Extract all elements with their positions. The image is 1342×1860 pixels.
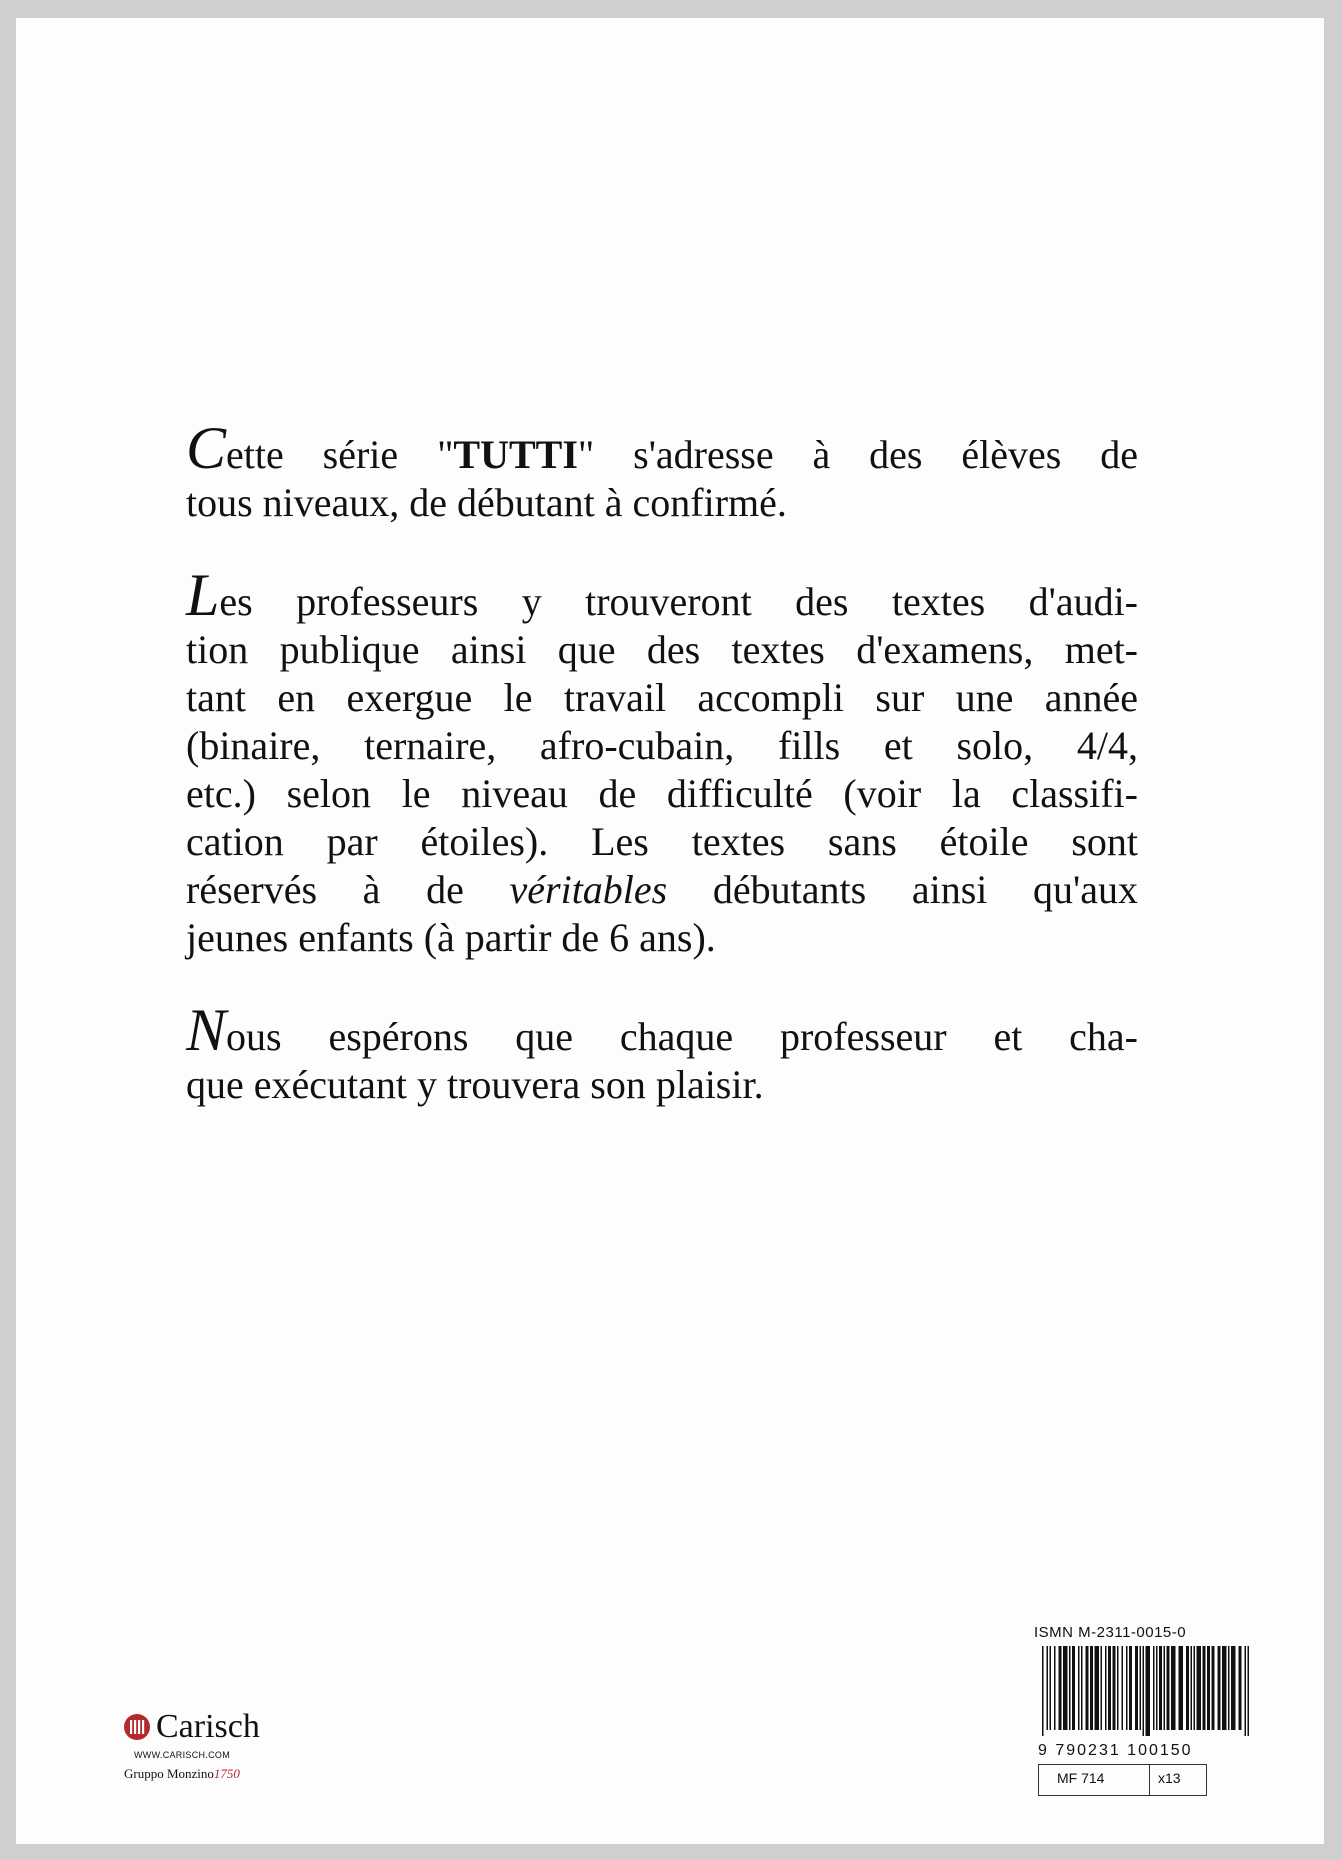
drop-cap: N (186, 997, 227, 1063)
text-segment: réservés à de (186, 867, 510, 912)
group-prefix: Gruppo Monzino (124, 1766, 214, 1781)
text-line: tion publique ainsi que des textes d'examens, met- (186, 627, 1138, 672)
drop-cap: C (186, 415, 227, 481)
series-name: TUTTI (453, 432, 578, 477)
logo-row (122, 1708, 302, 1746)
text-line: (binaire, ternaire, afro-cubain, fills et solo, 4/4, (186, 723, 1138, 768)
text-line: cation par étoiles). Les textes sans étoile sont (186, 819, 1138, 864)
drop-cap: L (186, 562, 220, 628)
text-line: que exécutant y trouvera son plaisir. (186, 1062, 764, 1107)
text-line: etc.) selon le niveau de difficulté (voir la classifi- (186, 771, 1138, 816)
publisher-logo (122, 1708, 302, 1782)
back-cover-page (16, 18, 1324, 1844)
text-line (186, 866, 1138, 914)
text-segment: " s'adresse à des élèves de (577, 432, 1138, 477)
text-line: jeunes enfants (à partir de 6 ans). (186, 915, 716, 960)
catalog-ref-box (1038, 1764, 1207, 1796)
text-segment: ette série " (226, 432, 454, 477)
paragraph-3 (186, 997, 1138, 1109)
paragraph-1 (186, 415, 1138, 527)
publisher-name: Carisch (156, 1708, 260, 1745)
publisher-url: WWW.CARISCH.COM (134, 1750, 230, 1760)
barcode-digits: 9 790231 100150 (1038, 1742, 1193, 1759)
ismn-label: ISMN M-2311-0015-0 (1034, 1624, 1187, 1641)
barcode-icon (1040, 1646, 1252, 1736)
paragraph-2 (186, 562, 1138, 962)
description-text (186, 415, 1138, 1157)
text-line (186, 997, 1138, 1063)
text-segment: débutants ainsi qu'aux (667, 867, 1138, 912)
text-line: tous niveaux, de débutant à confirmé. (186, 480, 787, 525)
text-segment: ous espérons que chaque professeur et cha- (226, 1014, 1138, 1059)
text-line (186, 415, 1138, 481)
catalog-ref: MF 714 (1039, 1765, 1150, 1795)
text-segment: es professeurs y trouveront des textes d'audi- (219, 579, 1138, 624)
text-line (186, 562, 1138, 628)
emphasis: véritables (509, 867, 668, 912)
multiplier: x13 (1158, 1770, 1181, 1786)
group-year: 1750 (213, 1766, 240, 1781)
publisher-group (124, 1766, 302, 1782)
carisch-emblem-icon (122, 1712, 152, 1742)
text-line: tant en exergue le travail accompli sur une année (186, 675, 1138, 720)
